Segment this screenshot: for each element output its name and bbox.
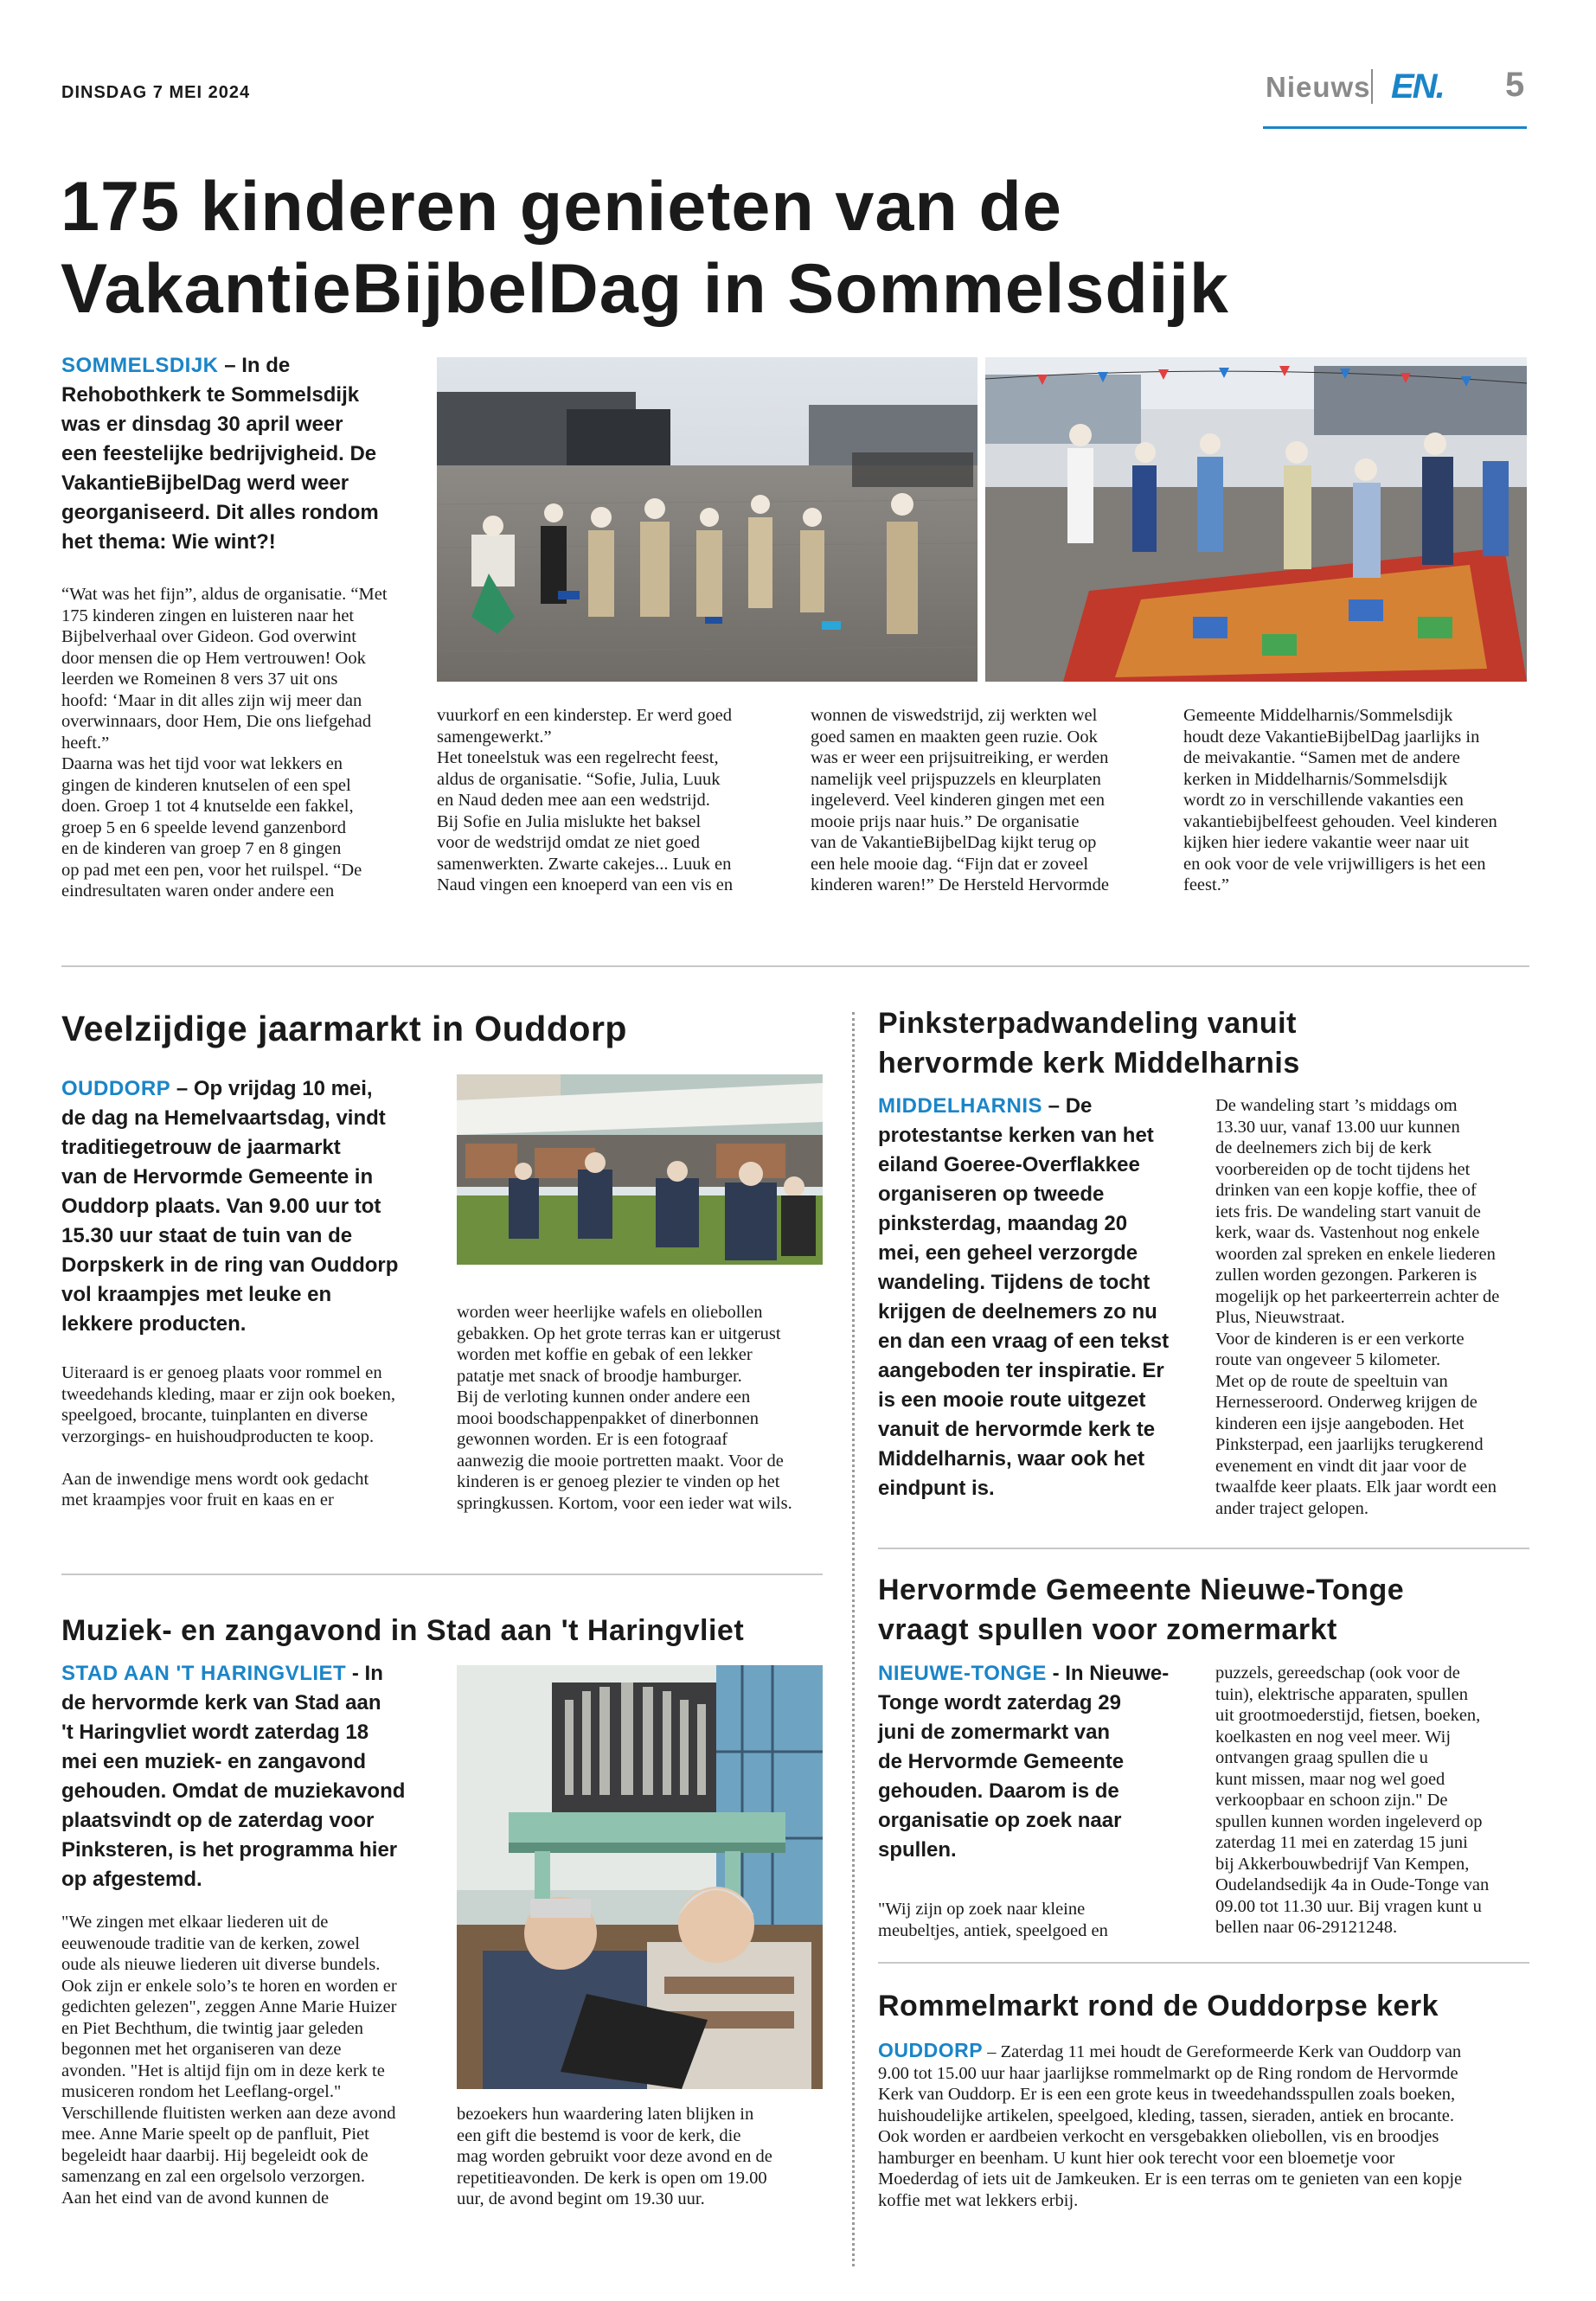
article6-title: Rommelmarkt rond de Ouddorpse kerk (878, 1990, 1439, 2022)
body-line: voor de wedstrijd omdat ze niet goed (437, 833, 700, 852)
body-line: verkoopbaar en schoon zijn." De (1215, 1791, 1448, 1810)
lead-line: de hervormde kerk van Stad aan (61, 1691, 381, 1715)
lead-line: organisatie op zoek naar (878, 1809, 1122, 1832)
body-line: en Naud deden mee aan een wedstrijd. (437, 791, 710, 810)
lead-line: VakantieBijbelDag werd weer (61, 471, 349, 495)
lead-line: mei, een geheel verzorgde (878, 1241, 1138, 1265)
body-line: Pinksterpad, een jaarlijks terugkerend (1215, 1435, 1484, 1454)
photo-market-stalls (457, 1074, 823, 1265)
article3-title (878, 1003, 1535, 1083)
photo-organisers-at-church-organ (457, 1665, 823, 2089)
issue-date: DINSDAG 7 MEI 2024 (61, 83, 251, 102)
body-line: aldus de organisatie. “Sofie, Julia, Luuk (437, 769, 721, 789)
body-line: Daarna was het tijd voor wat lekkers en (61, 754, 343, 773)
body-line: uur, de avond begint om 19.30 uur. (457, 2189, 705, 2208)
body-line: ingeleverd. Veel kinderen gingen met een (811, 791, 1106, 810)
lead-line: het thema: Wie wint?! (61, 530, 276, 554)
body-line: bellen naar 06-29121248. (1215, 1918, 1398, 1937)
lead-line: - In Nieuwe- (1052, 1662, 1170, 1685)
lead-line: een feestelijke bedrijvigheid. De (61, 442, 377, 465)
body-line: van de VakantieBijbelDag kijkt terug op (811, 833, 1097, 852)
newspaper-logo: EN. (1391, 67, 1444, 106)
body-line: patatje met snack of broodje hamburger. (457, 1366, 742, 1386)
body-line (61, 1447, 442, 1469)
body-line: mee. Anne Marie speelt op de panfluit, Piet (61, 2125, 369, 2144)
body-line: eeuwenoude traditie van de kerken, zowel (61, 1933, 360, 1953)
body-line: begeleidt haar daarbij. Hij begeleidt ook de (61, 2145, 369, 2165)
body-line: en de kinderen van groep 7 en 8 gingen (61, 839, 342, 858)
article1-column-3 (811, 705, 1174, 896)
body-line: Bij Sofie en Julia mislukte het baksel (437, 811, 702, 831)
body-line: uit grootmoederstijd, fietsen, boeken, (1215, 1706, 1481, 1725)
body-line: Gemeente Middelharnis/Sommelsdijk (1183, 706, 1453, 725)
article1-column-2 (437, 705, 800, 896)
body-line: samenwerkten. Zwarte cakejes... Luuk en (437, 854, 732, 874)
body-line: de meivakantie. “Samen met de andere (1183, 748, 1460, 767)
article5-dateline: NIEUWE-TONGE (878, 1662, 1047, 1685)
body-line: hoofd: ‘Maar in dit alles zijn wij meer dan (61, 690, 362, 710)
body-line: overwinnaars, door Hem, Die ons liefgehad (61, 712, 372, 731)
article4-title: Muziek- en zangavond in Stad aan 't Haringvliet (61, 1614, 745, 1647)
body-line: Verschillende fluitisten werken aan deze avond (61, 2103, 396, 2123)
header-separator (1371, 69, 1373, 104)
article5-title (878, 1570, 1535, 1650)
title-line: Hervormde Gemeente Nieuwe-Tonge (878, 1574, 1405, 1606)
body-line: Moederdag of iets uit de Jamkeuken. Er is een terras om te genieten van een kopje (878, 2170, 1463, 2189)
article1-dateline: SOMMELSDIJK (61, 354, 219, 377)
body-line: Uiteraard is er genoeg plaats voor rommel en (61, 1363, 382, 1382)
lead-line: - In (351, 1662, 383, 1685)
lead-line: Tonge wordt zaterdag 29 (878, 1691, 1121, 1715)
lead-line: op afgestemd. (61, 1868, 202, 1891)
body-line: kinderen is er genoeg plezier te vinden op het (457, 1472, 780, 1491)
body-line: “Wat was het fijn”, aldus de organisatie. “Met (61, 585, 388, 604)
section-divider (878, 1962, 1529, 1964)
lead-line: de Hervormde Gemeente (878, 1750, 1125, 1773)
lead-line: juni de zomermarkt van (878, 1721, 1111, 1744)
body-line: kerk, waar ds. Vastenhout nog enkele (1215, 1223, 1480, 1242)
body-line: repetitieavonden. De kerk is open om 19.00 (457, 2168, 767, 2188)
lead-line: pinksterdag, maandag 20 (878, 1212, 1128, 1235)
body-line: kunt missen, maar nog wel goed (1215, 1769, 1445, 1789)
lead-line: Middelharnis, waar ook het (878, 1447, 1145, 1471)
body-line: bezoekers hun waardering laten blijken in (457, 2105, 754, 2124)
body-line: koelkasten en nog veel meer. Wij (1215, 1727, 1452, 1747)
body-line: met kraampjes voor fruit en kaas en er (61, 1490, 334, 1509)
lead-line: – De (1048, 1094, 1093, 1118)
body-line: Kerk van Ouddorp. Er is een een grote keus in tweedehandsspullen zoals boeken, (878, 2085, 1456, 2104)
body-line: samenzang en zal een orgelsolo verzorgen. (61, 2167, 366, 2186)
body-line: verzorgings- en huishoudproducten te koop. (61, 1426, 375, 1446)
lead-line: georganiseerd. Dit alles rondom (61, 501, 379, 524)
body-line: musiceren rondom het Leeflang-orgel." (61, 2082, 342, 2101)
body-line: zaterdag 11 mei en zaterdag 15 juni (1215, 1833, 1468, 1852)
headline-line-2: VakantieBijbelDag in Sommelsdijk (61, 250, 1229, 328)
lead-line: mei een muziek- en zangavond (61, 1750, 367, 1773)
body-line (878, 2040, 1535, 2063)
lead-line: traditiegetrouw de jaarmarkt (61, 1136, 341, 1159)
body-line: koffie met wat lekkers erbij. (878, 2190, 1079, 2210)
body-line: en Piet Bechthum, die twintig jaar geleden (61, 2018, 363, 2038)
article5-lead (878, 1659, 1224, 1865)
body-line: bij Akkerbouwbedrijf Van Kempen, (1215, 1854, 1470, 1874)
body-line: springkussen. Kortom, voor een ieder wat wils. (457, 1493, 792, 1513)
article5-column-2 (1215, 1663, 1535, 1939)
body-line: Bijbelverhaal over Gideon. God overwint (61, 627, 357, 646)
body-line: aanwezig die mooie portretten maakt. Voor de (457, 1451, 784, 1471)
lead-line: Rehobothkerk te Sommelsdijk (61, 383, 360, 407)
article4-lead (61, 1659, 442, 1894)
section-divider (878, 1548, 1529, 1549)
body-line: vuurkorf en een kinderstep. Er werd goed (437, 706, 732, 725)
body-line: Plus, Nieuwstraat. (1215, 1308, 1345, 1327)
article1-column-1 (61, 584, 425, 902)
lead-line: is een mooie route uitgezet (878, 1388, 1146, 1412)
body-line: gingen de kinderen knutselen of een spel (61, 775, 351, 795)
body-line: namelijk veel prijspuzzels en kleurplaten (811, 769, 1101, 789)
body-line: wordt zo in verschillende vakanties een (1183, 791, 1464, 810)
body-line: eindresultaten waren onder andere een (61, 881, 335, 901)
body-line: 09.00 tot 11.30 uur. Bij vragen kunt u (1215, 1896, 1482, 1916)
article4-column-1 (61, 1912, 442, 2208)
body-line: samengewerkt.” (437, 727, 552, 747)
header-rule (1263, 126, 1527, 129)
body-line: een hele mooie dag. “Fijn dat er zoveel (811, 854, 1089, 874)
article6-body (878, 2040, 1535, 2211)
body-line: tuin), elektrische apparaten, spullen (1215, 1684, 1469, 1704)
body-line: een gift die bestemd is voor de kerk, die (457, 2125, 741, 2145)
body-line: was er weer een prijsuitreiking, er werden (811, 748, 1109, 767)
section-divider (61, 965, 1529, 967)
body-line: gebakken. Op het grote terras kan er uitgerust (457, 1324, 781, 1343)
column-separator (852, 1012, 855, 2266)
body-line: mogelijk op het parkeerterrein achter de (1215, 1286, 1500, 1306)
lead-line: van de Hervormde Gemeente in (61, 1165, 374, 1189)
lead-line: protestantse kerken van het (878, 1124, 1154, 1147)
body-line: kinderen een ijsje aangeboden. Het (1215, 1413, 1465, 1433)
article2-title: Veelzijdige jaarmarkt in Ouddorp (61, 1009, 627, 1048)
article2-column-2 (457, 1302, 837, 1514)
article3-column (1215, 1095, 1535, 1519)
body-line: Bij de verloting kunnen onder andere een (457, 1388, 751, 1407)
headline-line-1: 175 kinderen genieten van de (61, 168, 1062, 246)
lead-line: Pinksteren, is het programma hier (61, 1838, 398, 1862)
article3-lead (878, 1092, 1224, 1503)
body-line: "Wij zijn op zoek naar kleine (878, 1900, 1086, 1919)
lead-line: lekkere producten. (61, 1312, 247, 1336)
body-line: vakantiebijbelfeest gehouden. Veel kinderen (1183, 811, 1497, 831)
body-line: Met op de route de speeltuin van (1215, 1371, 1448, 1391)
body-line: Ook zijn er enkele solo’s te horen en worden er (61, 1976, 397, 1996)
article2-column-1 (61, 1362, 442, 1511)
body-line: route van ongeveer 5 kilometer. (1215, 1350, 1441, 1369)
body-line: 175 kinderen zingen en luisteren naar het (61, 606, 355, 625)
body-line: groep 5 en 6 speelde levend ganzenbord (61, 817, 347, 837)
body-line: kerken in Middelharnis/Sommelsdijk (1183, 769, 1448, 789)
lead-line: en dan een vraag of een tekst (878, 1330, 1170, 1353)
lead-line: aangeboden ter inspiratie. Er (878, 1359, 1164, 1382)
section-name: Nieuws (1266, 71, 1371, 103)
body-line-text: – Zaterdag 11 mei houdt de Gereformeerde Kerk van Ouddorp van (987, 2042, 1462, 2061)
body-line: mooi boodschappenpakket of dinerbonnen (457, 1408, 759, 1428)
body-line: spullen kunnen worden ingeleverd op (1215, 1811, 1483, 1831)
body-line: huishoudelijke artikelen, speelgoed, kleding, tassen, sieraden, antiek en brocante. (878, 2106, 1455, 2125)
body-line: zullen worden gezongen. Parkeren is (1215, 1266, 1477, 1285)
body-line: evenement en vindt dit jaar voor de (1215, 1456, 1467, 1476)
lead-line: was er dinsdag 30 april weer (61, 413, 343, 436)
body-line: meubeltjes, antiek, speelgoed en (878, 1920, 1108, 1940)
body-line: worden met koffie en gebak of een lekker (457, 1345, 753, 1364)
body-line: tweedehands kleding, maar er zijn ook boeken, (61, 1384, 395, 1404)
page-number: 5 (1505, 66, 1525, 104)
body-line: houdt deze VakantieBijbelDag jaarlijks in (1183, 727, 1480, 747)
body-line: op pad met een pen, voor het ruilspel. “De (61, 860, 362, 880)
body-line: puzzels, gereedschap (ook voor de (1215, 1663, 1460, 1682)
body-line: goed samen en maakten geen ruzie. Ook (811, 727, 1098, 747)
body-line: en ook voor de vele vrijwilligers is het een (1183, 854, 1486, 874)
article5-column-1 (878, 1899, 1207, 1941)
body-line: mag worden gebruikt voor deze avond en de (457, 2147, 772, 2166)
body-line: doen. Groep 1 tot 4 knutselde een fakkel, (61, 797, 354, 816)
body-line: Aan het eind van de avond kunnen de (61, 2188, 330, 2208)
article2-dateline: OUDDORP (61, 1077, 171, 1100)
article1-column-4 (1183, 705, 1529, 896)
body-line: mooie prijs naar huis.” De organisatie (811, 811, 1080, 831)
lead-line: eiland Goeree-Overflakkee (878, 1153, 1140, 1176)
lead-line: 15.30 uur staat de tuin van de (61, 1224, 353, 1247)
body-line: Aan de inwendige mens wordt ook gedacht (61, 1469, 369, 1489)
body-line: De wandeling start ’s middags om (1215, 1096, 1458, 1115)
lead-line: Dorpskerk in de ring van Ouddorp (61, 1253, 399, 1277)
title-line: Pinksterpadwandeling vanuit (878, 1007, 1297, 1040)
body-line: iets fris. De wandeling start vanuit de (1215, 1202, 1481, 1221)
body-line: Hernesseroord. Onderweg krijgen de (1215, 1393, 1477, 1412)
body-line: de deelnemers zich bij de kerk (1215, 1138, 1432, 1157)
body-line: wonnen de viswedstrijd, zij werkten wel (811, 706, 1098, 725)
lead-line: Ouddorp plaats. Van 9.00 uur tot (61, 1195, 381, 1218)
article1-lead (61, 351, 442, 557)
body-line: 9.00 tot 15.00 uur haar jaarlijkse rommelmarkt op de Ring rondom de Hervormde (878, 2063, 1458, 2083)
section-divider (61, 1574, 823, 1575)
body-line: kinderen waren!” De Hersteld Hervormde (811, 875, 1109, 894)
body-line: hamburger en beenham. U kunt hier ook terecht voor een bloemetje voor (878, 2148, 1395, 2168)
body-line: door mensen die op Hem vertrouwen! Ook (61, 648, 366, 668)
lead-line: eindpunt is. (878, 1477, 995, 1500)
body-line: woorden zal spreken en enkele liederen (1215, 1244, 1496, 1264)
body-line: gedichten gelezen", zeggen Anne Marie Huizer (61, 1997, 397, 2016)
body-line: begonnen met het organiseren van deze (61, 2040, 342, 2059)
body-line: Oudelandsedijk 4a in Oude-Tonge van (1215, 1875, 1490, 1894)
lead-line: organiseren op tweede (878, 1183, 1105, 1206)
body-line: feest.” (1183, 875, 1229, 894)
title-line: hervormde kerk Middelharnis (878, 1047, 1300, 1080)
body-line: Voor de kinderen is er een verkorte (1215, 1329, 1465, 1349)
body-line: twaalfde keer plaats. Elk jaar wordt een (1215, 1477, 1497, 1497)
body-line: gewonnen worden. Er is een fotograaf (457, 1430, 728, 1449)
lead-line: spullen. (878, 1838, 957, 1862)
body-line: Naud vingen een knoeperd van een vis en (437, 875, 734, 894)
lead-line: gehouden. Daarom is de (878, 1779, 1119, 1803)
lead-line: – Op vrijdag 10 mei, (176, 1077, 373, 1100)
title-line: vraagt spullen voor zomermarkt (878, 1613, 1337, 1646)
article3-dateline: MIDDELHARNIS (878, 1094, 1042, 1118)
lead-line: vanuit de hervormde kerk te (878, 1418, 1156, 1441)
body-line: drinken van een kopje koffie, thee of (1215, 1181, 1477, 1200)
photo-children-dancing (985, 357, 1527, 682)
lead-line: gehouden. Omdat de muziekavond (61, 1779, 406, 1803)
article4-column-2 (457, 2104, 837, 2210)
article2-lead (61, 1074, 442, 1339)
body-line: voorbereiden op de tocht tijdens het (1215, 1159, 1471, 1179)
body-line: oude als nieuwe liederen uit diverse bundels. (61, 1955, 381, 1974)
body-line: speelgoed, brocante, tuinplanten en diverse (61, 1406, 369, 1425)
body-line: avonden. "Het is altijd fijn om in deze kerk te (61, 2061, 385, 2080)
lead-line: vol kraampjes met leuke en (61, 1283, 332, 1306)
body-line: worden weer heerlijke wafels en oliebollen (457, 1303, 763, 1322)
main-headline (61, 166, 1445, 330)
photo-children-sack-race (437, 357, 977, 682)
lead-line: – In de (224, 354, 291, 377)
body-line: Ook worden er aardbeien verkocht en versgebakken oliebollen, vis en broodjes (878, 2127, 1439, 2146)
body-line: heeft.” (61, 733, 110, 753)
body-line: 13.30 uur, vanaf 13.00 uur kunnen (1215, 1117, 1460, 1137)
lead-line: de dag na Hemelvaartsdag, vindt (61, 1106, 386, 1130)
body-line: ontvangen graag spullen die u (1215, 1748, 1428, 1767)
article4-dateline: STAD AAN 'T HARINGVLIET (61, 1662, 347, 1685)
body-line: kijken hier iedere vakantie weer naar uit (1183, 833, 1470, 852)
lead-line: plaatsvindt op de zaterdag voor (61, 1809, 375, 1832)
lead-line: 't Haringvliet wordt zaterdag 18 (61, 1721, 369, 1744)
lead-line: krijgen de deelnemers zo nu (878, 1300, 1157, 1324)
article6-dateline: OUDDORP (878, 2039, 984, 2061)
lead-line: wandeling. Tijdens de tocht (878, 1271, 1151, 1294)
body-line: "We zingen met elkaar liederen uit de (61, 1913, 329, 1932)
body-line: Het toneelstuk was een regelrecht feest, (437, 748, 719, 767)
body-line: ander traject gelopen. (1215, 1498, 1369, 1518)
body-line: leerden we Romeinen 8 vers 37 uit ons (61, 670, 338, 689)
